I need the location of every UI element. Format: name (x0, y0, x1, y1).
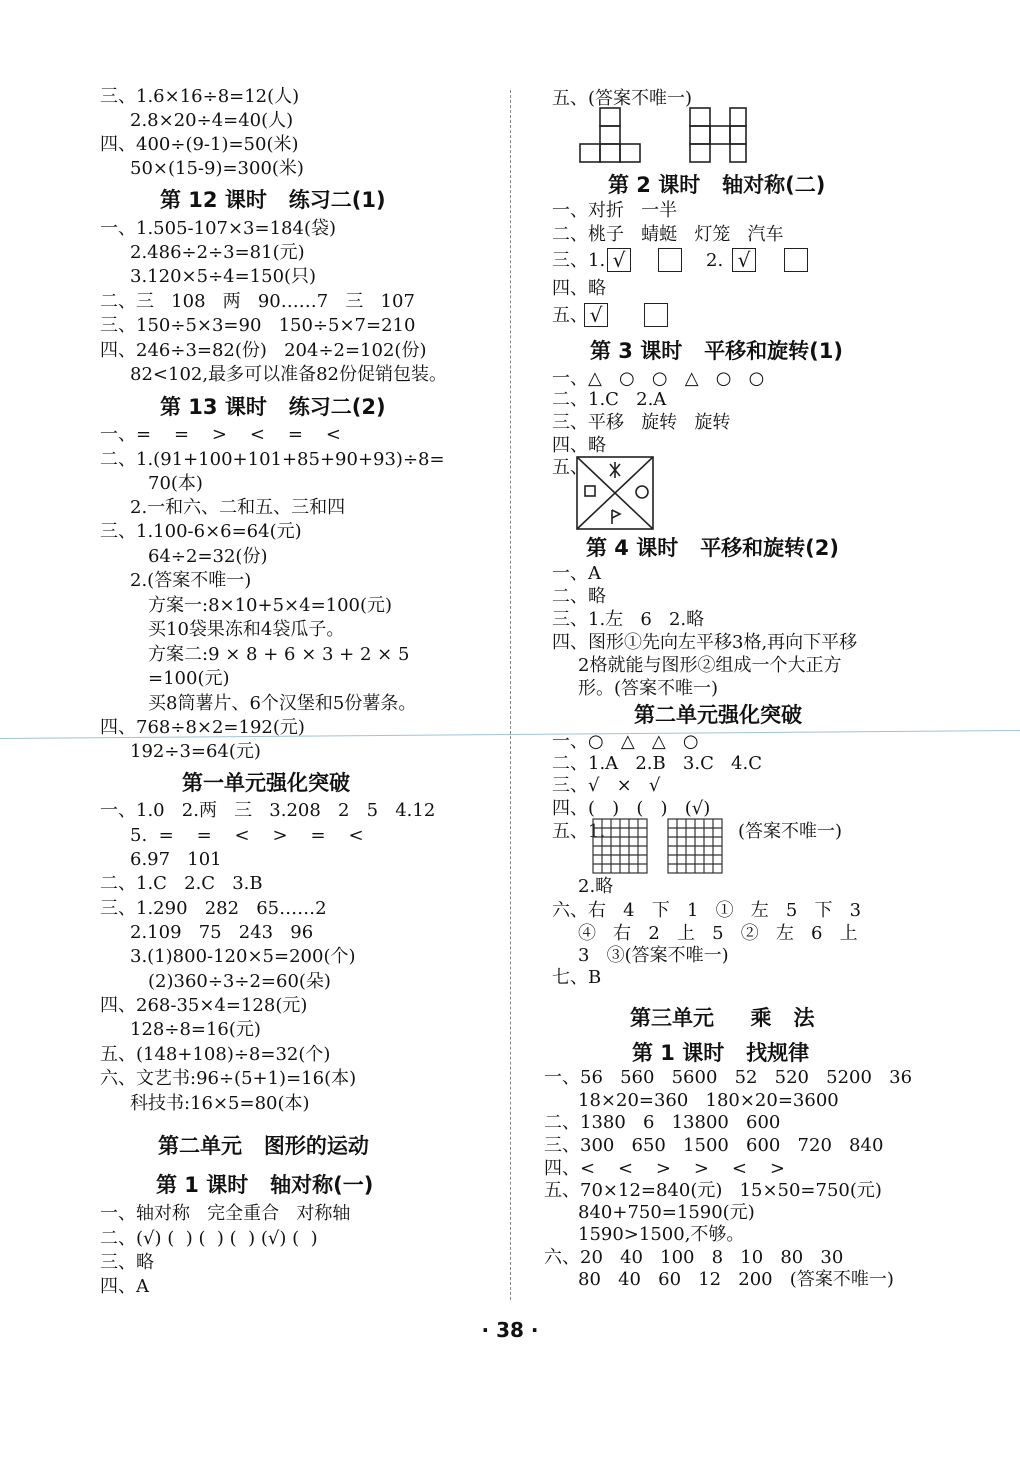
answer-line: 二、1.(91+100+101+85+90+93)÷8= (100, 449, 445, 470)
answer-line: 五、70×12=840(元) 15×50=750(元) (544, 1180, 882, 1201)
answer-line: 二、1.C 2.A (552, 389, 667, 410)
answer-line: 一、A (552, 563, 601, 584)
grid-figures (592, 818, 724, 874)
answer-line: 四、略 (552, 278, 606, 299)
answer-line: 5. = = < > = < (130, 825, 364, 846)
answer-line: 一、1.505-107×3=184(袋) (100, 218, 336, 239)
column-divider (510, 90, 511, 1300)
answer-line: 四、768÷8×2=192(元) (100, 717, 305, 738)
answer-line: 2.8×20÷4=40(人) (130, 110, 294, 131)
answer-line: 一、56 560 5600 52 520 5200 36 (544, 1067, 913, 1088)
answer-line: 六、20 40 100 8 10 80 30 (544, 1247, 844, 1268)
answer-line: ④ 右 2 上 5 ② 左 6 上 (578, 923, 858, 944)
section-heading: 第二单元 图形的运动 (158, 1134, 369, 1158)
answer-line: 80 40 60 12 200 (答案不唯一) (578, 1269, 894, 1290)
answer-line: 一、轴对称 完全重合 对称轴 (100, 1203, 351, 1224)
net-figures (578, 106, 758, 166)
answer-line: 买10袋果冻和4袋瓜子。 (148, 619, 345, 640)
answer-line: 1590>1500,不够。 (578, 1224, 745, 1245)
answer-line: 买8筒薯片、6个汉堡和5份薯条。 (148, 693, 417, 714)
section-heading: 第一单元强化突破 (182, 771, 350, 795)
answer-line: 一、= = > < = < (100, 424, 341, 445)
checkbox-1b (658, 248, 682, 272)
answer-line: 科技书:16×5=80(本) (130, 1093, 310, 1114)
answer-line: 3 ③(答案不唯一) (578, 945, 729, 966)
answer-line: 二、(√) ( ) ( ) ( ) (√) ( ) (100, 1228, 318, 1249)
answer-line: (2)360÷3÷2=60(朵) (148, 971, 331, 992)
checkbox-1a: √ (607, 248, 631, 272)
answer-line: 二、略 (552, 586, 606, 607)
answer-line: 2格就能与图形②组成一个大正方 (578, 655, 842, 676)
answer-line: 五、(148+108)÷8=32(个) (100, 1044, 331, 1065)
answer-line: 方案二:9 × 8 + 6 × 3 + 2 × 5 (148, 644, 410, 665)
answer-line: 三、1. (552, 250, 606, 271)
answer-line: 3.(1)800-120×5=200(个) (130, 946, 356, 967)
page-number: · 38 · (481, 1318, 539, 1342)
answer-line: 3.120×5÷4=150(只) (130, 266, 317, 287)
section-heading: 第 1 课时 轴对称(一) (156, 1173, 374, 1197)
answer-line: 四、图形①先向左平移3格,再向下平移 (552, 632, 858, 653)
answer-line: 2.一和六、二和五、三和四 (130, 497, 346, 518)
section-heading: 第 12 课时 练习二(1) (160, 188, 386, 212)
answer-line: (答案不唯一) (738, 821, 843, 842)
answer-line: 四、A (100, 1276, 149, 1297)
section-heading: 第 4 课时 平移和旋转(2) (586, 536, 839, 560)
answer-line: 三、1.100-6×6=64(元) (100, 521, 302, 542)
answer-line: 一、对折 一半 (552, 200, 678, 221)
answer-line: 82<102,最多可以准备82份促销包装。 (130, 364, 447, 385)
answer-line: 方案一:8×10+5×4=100(元) (148, 595, 393, 616)
answer-line: 五、1. (552, 821, 606, 842)
answer-line: 18×20=360 180×20=3600 (578, 1090, 839, 1111)
answer-line: 一、1.0 2.两 三 3.208 2 5 4.12 (100, 800, 436, 821)
answer-line: 192÷3=64(元) (130, 741, 261, 762)
answer-line: 840+750=1590(元) (578, 1202, 755, 1223)
answer-line: 2.略 (578, 876, 614, 897)
answer-line: 二、1.C 2.C 3.B (100, 873, 263, 894)
checkbox-5b (644, 303, 668, 327)
answer-line: 64÷2=32(份) (148, 546, 268, 567)
answer-line: 2.109 75 243 96 (130, 922, 314, 943)
answer-line: 三、√ × √ (552, 775, 661, 796)
answer-line: 二、1.A 2.B 3.C 4.C (552, 753, 762, 774)
section-heading: 第 2 课时 轴对称(二) (608, 173, 826, 197)
answer-line: 三、1.290 282 65……2 (100, 898, 327, 919)
answer-line: 四、略 (552, 435, 606, 456)
answer-line: 2.(答案不唯一) (130, 570, 252, 591)
answer-line: 四、< < > > < > (544, 1158, 785, 1179)
answer-line: 四、400÷(9-1)=50(米) (100, 134, 299, 155)
answer-line: 三、1.6×16÷8=12(人) (100, 86, 300, 107)
answer-line: 形。(答案不唯一) (578, 678, 719, 699)
answer-line: 70(本) (148, 473, 203, 494)
answer-line: 二、桃子 蜻蜓 灯笼 汽车 (552, 224, 784, 245)
section-heading: 第三单元 乘 法 (630, 1006, 815, 1030)
answer-line: 三、1.左 6 2.略 (552, 609, 705, 630)
answer-line: 四、246÷3=82(份) 204÷2=102(份) (100, 340, 427, 361)
answer-line: 三、300 650 1500 600 720 840 (544, 1135, 884, 1156)
answer-line: 四、( ) ( ) (√) (552, 798, 711, 819)
answer-line: 6.97 101 (130, 849, 222, 870)
checkbox-2a: √ (732, 248, 756, 272)
answer-line: 三、平移 旋转 旋转 (552, 412, 731, 433)
answer-line: =100(元) (148, 668, 230, 689)
answer-line: 二、三 108 两 90……7 三 107 (100, 291, 415, 312)
answer-line: 二、1380 6 13800 600 (544, 1112, 781, 1133)
checkbox-5a: √ (584, 303, 608, 327)
section-heading: 第 13 课时 练习二(2) (160, 395, 386, 419)
answer-line: 三、略 (100, 1252, 154, 1273)
answer-line: 五、 (552, 457, 588, 478)
answer-line: 50×(15-9)=300(米) (130, 158, 304, 179)
answer-line: 三、150÷5×3=90 150÷5×7=210 (100, 315, 416, 336)
answer-line: 128÷8=16(元) (130, 1019, 261, 1040)
answer-line: 五、 (552, 305, 588, 326)
answer-line: 五、(答案不唯一) (552, 88, 693, 109)
answer-line: 一、△ ○ ○ △ ○ ○ (552, 368, 765, 389)
rotation-figure (576, 456, 654, 530)
answer-line: 四、268-35×4=128(元) (100, 995, 308, 1016)
answer-line: 六、文艺书:96÷(5+1)=16(本) (100, 1068, 357, 1089)
checkbox-2b (784, 248, 808, 272)
section-heading: 第二单元强化突破 (634, 703, 802, 727)
answer-line: 2. (706, 250, 724, 271)
section-heading: 第 1 课时 找规律 (632, 1041, 810, 1065)
answer-line: 2.486÷2÷3=81(元) (130, 242, 305, 263)
answer-line: 七、B (552, 967, 602, 988)
answer-line: 六、右 4 下 1 ① 左 5 下 3 (552, 900, 862, 921)
answer-line: 一、○ △ △ ○ (552, 731, 699, 752)
section-heading: 第 3 课时 平移和旋转(1) (590, 339, 843, 363)
